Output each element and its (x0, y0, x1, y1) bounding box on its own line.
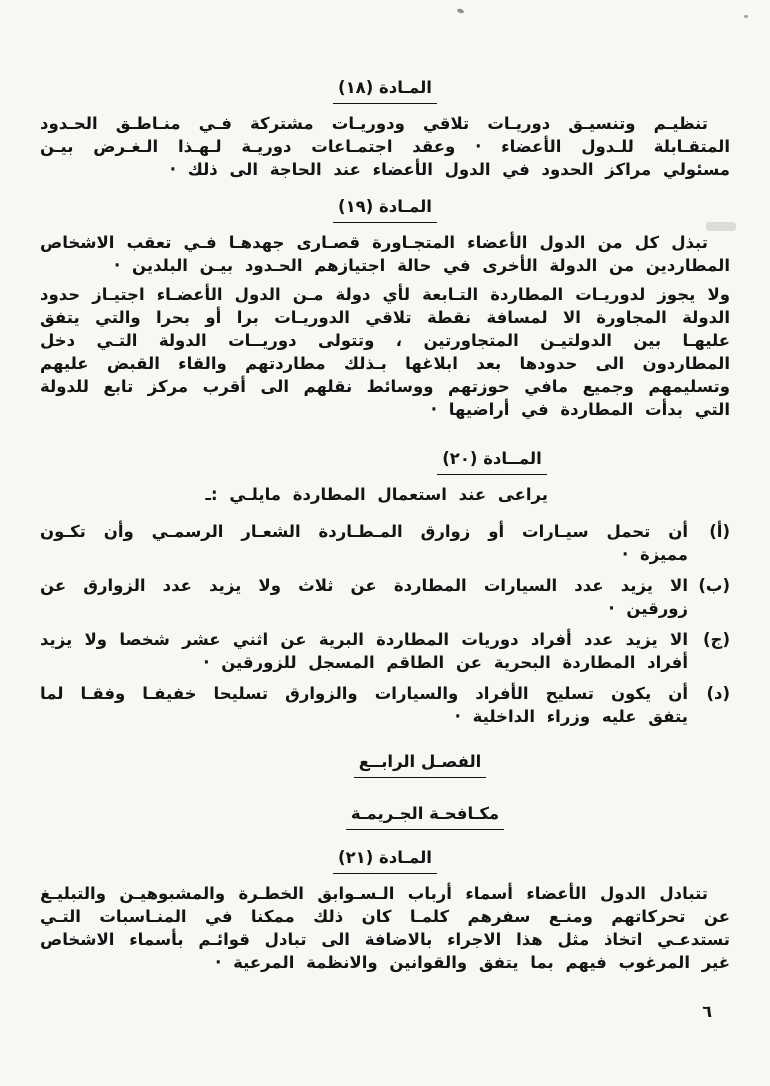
article-18-title: المـادة (١٨) (333, 76, 437, 104)
article-18-heading (40, 76, 730, 104)
article-18 (40, 76, 730, 181)
article-20-intro: يراعى عند استعمال المطاردة مايلـي :ـ (205, 485, 548, 504)
article-19-paragraph-2: ولا يجوز لدوريـات المطاردة التـابعة لأي دولة مـن الدول الأعضـاء اجتيـاز حدود الدولة المجاورة الا لمسافة نقطة تلاقي الدوريـات برا أو بحرا والتي يتفق عليهـا بين الدولتيـن المتجاورتين ، وتتولى دوريــات الدولة التـي دخل المطاردون الى حدودها بعد ابلاغها بـذلك مطاردتهم والقاء القبض عليهم وتسليمهم وجميع مافي حوزتهم ووسائط نقلهم الى أقرب مركز تابع للدولة التي بدأت المطاردة في أراضيها · (40, 285, 730, 419)
list-item-a (40, 520, 730, 566)
article-19-title: المـادة (١٩) (333, 195, 437, 223)
scan-artifact (457, 8, 465, 14)
item-marker: (د) (706, 684, 730, 703)
article-20-list (40, 520, 730, 728)
page-number: ٦ (702, 1002, 712, 1021)
article-19-paragraph-1: تبذل كل من الدول الأعضاء المتجـاورة قصـارى جهدهـا فـي تعقب الاشخاص المطاردين من الدولة الأخرى في حالة اجتيازهم الحـدود بيـن البلدين · (40, 233, 730, 275)
scan-artifact (744, 15, 748, 18)
section-heading (40, 802, 730, 830)
article-21-body: تتبادل الدول الأعضاء أسماء أرباب الـسـوابق الخطـرة والمشبوهيـن والتبليـغ عن تحركاتهم ومنـع سفرهم كلمـا كان ذلك ممكنا في المنـاسبات التـي تستدعـي اتخاذ مثل هذا الاجراء بالاضافة الى تبادل قوائـم بأسماء الاشخاص غير المرغوب فيهم بما يتفق والقوانين والانظمة المرعية · (40, 884, 730, 972)
article-20-title: المــادة (٢٠) (437, 447, 547, 475)
item-text: الا يزيد عدد أفراد دوريات المطاردة البرية عن اثني عشر شخصا ولا يزيد أفراد المطاردة البحرية عن الطاقم المسجل للزورقين · (40, 630, 688, 672)
item-marker: (ج) (703, 630, 730, 649)
article-20-heading (40, 447, 730, 475)
list-item-j (40, 628, 730, 674)
item-marker: (ب) (698, 576, 730, 595)
item-marker: (أ) (709, 522, 730, 541)
list-item-b (40, 574, 730, 620)
item-text: الا يزيد عدد السيارات المطاردة عن ثلاث ولا يزيد عدد الزوارق عن زورقين · (40, 576, 688, 618)
article-18-body: تنظيـم وتنسيـق دوريـات تلاقي ودوريـات مشتركة فـي منـاطـق الحـدود المتقـابلة للـدول الأعضاء · وعقد اجتمـاعات دوريـة لـهـذا الـغـرض بيـن مسئولي مراكز الحدود في الدول الأعضاء عند الحاجة الى ذلك · (40, 114, 730, 179)
section-title: مكـافحـة الجـريمـة (346, 802, 504, 830)
chapter-heading (40, 750, 730, 778)
item-text: أن يكون تسليح الأفراد والسيارات والزوارق تسليحا خفيفـا وفقـا لما يتفق عليه وزراء الداخلية · (40, 684, 688, 726)
chapter-title: الفصـل الرابــع (354, 750, 487, 778)
article-19-heading (40, 195, 730, 223)
article-21-title: المـادة (٢١) (333, 846, 437, 874)
scan-artifact (706, 222, 736, 231)
list-item-d (40, 682, 730, 728)
article-21 (40, 846, 730, 974)
article-20 (40, 447, 730, 728)
article-19 (40, 195, 730, 421)
item-text: أن تحمل سيـارات أو زوارق المـطـاردة الشعـار الرسمـي وأن تكـون مميزة · (40, 522, 688, 564)
article-21-heading (40, 846, 730, 874)
